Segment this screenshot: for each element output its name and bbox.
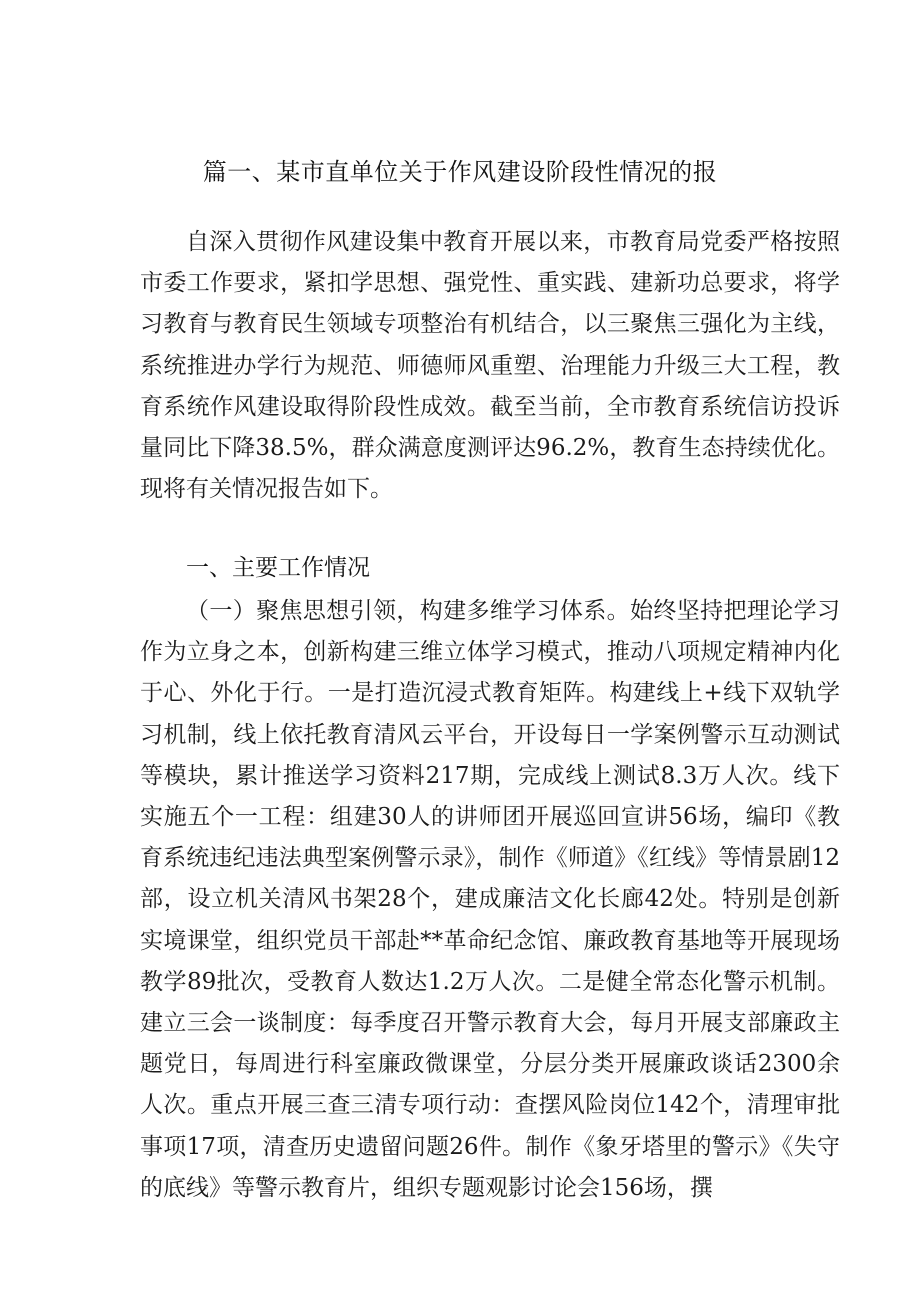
section-paragraph: （一）聚焦思想引领，构建多维学习体系。始终坚持把理论学习作为立身之本，创新构建三维立体学习模式，推动八项规定精神内化于心、外化于行。一是打造沉浸式教育矩阵。构建线上+线下双轨学习机制，线上依托教育清风云平台，开设每日一学案例警示互动测试等模块，累计推送学习资料217期，完成线上测试8.3万人次。线下实施五个一工程：组建30人的讲师团开展巡回宣讲56场，编印《教育系统违纪违法典型案例警示录》，制作《师道》《红线》等情景剧12部，设立机关清风书架28个，建成廉洁文化长廊42处。特别是创新实境课堂，组织党员干部赴**革命纪念馆、廉政教育基地等开展现场教学89批次，受教育人数达1.2万人次。二是健全常态化警示机制。建立三会一谈制度：每季度召开警示教育大会，每月开展支部廉政主题党日，每周进行科室廉政微课堂，分层分类开展廉政谈话2300余人次。重点开展三查三清专项行动：查摆风险岗位142个，清理审批事项17项，清查历史遗留问题26件。制作《象牙塔里的警示》《失守的底线》等警示教育片，组织专题观影讨论会156场，撰 <box>140 598 840 1201</box>
section-heading: 一、主要工作情况 <box>186 555 370 581</box>
intro-paragraph: 自深入贯彻作风建设集中教育开展以来，市教育局党委严格按照市委工作要求，紧扣学思想、强党性、重实践、建新功总要求，将学习教育与教育民生领域专项整治有机结合，以三聚焦三强化为主线，系统推进办学行为规范、师德师风重塑、治理能力升级三大工程，教育系统作风建设取得阶段性成效。截至当前，全市教育系统信访投诉量同比下降38.5%，群众满意度测评达96.2%，教育生态持续优化。现将有关情况报告如下。 <box>140 229 840 503</box>
document-title: 篇一、某市直单位关于作风建设阶段性情况的报 <box>202 158 718 186</box>
